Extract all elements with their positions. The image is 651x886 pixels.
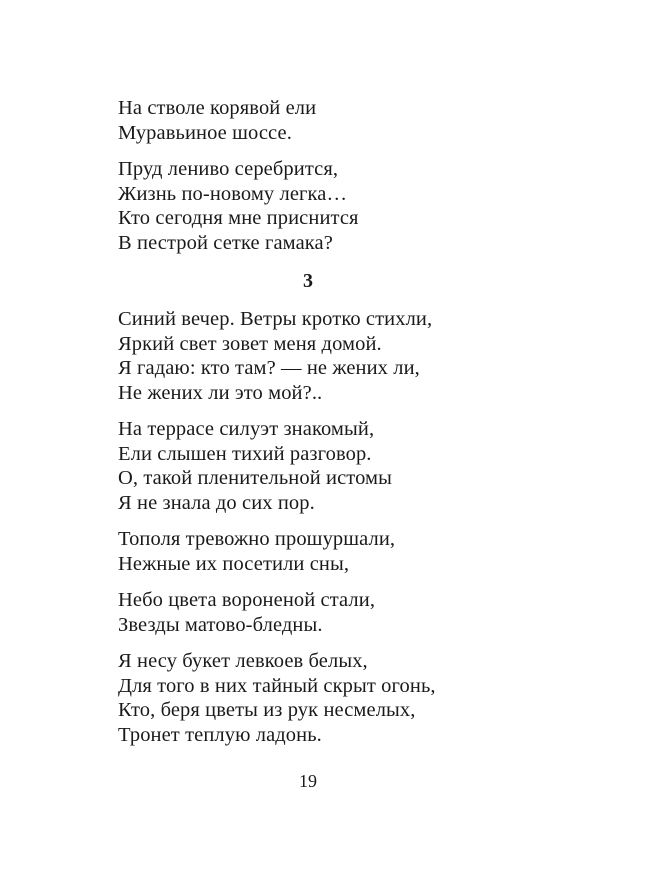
poem-line: Для того в них тайный скрыт огонь, (118, 674, 436, 697)
stanza (118, 157, 538, 255)
poem-line: В пестрой сетке гамака? (118, 231, 333, 254)
poem-line: Кто сегодня мне приснится (118, 207, 359, 229)
poem-line: Жизнь по-новому легка… (118, 182, 348, 205)
poem-line: Синий вечер. Ветры кротко стихли, (118, 308, 433, 330)
poem-line: Я гадаю: кто там? — не жених ли, (118, 357, 420, 379)
poem-line: Я несу букет левкоев белых, (118, 650, 368, 672)
poem-line: На стволе корявой ели (118, 97, 317, 119)
poem-line: Небо цвета вороненой стали, (118, 589, 376, 611)
poem-line: Не жених ли это мой?.. (118, 381, 323, 404)
stanza (118, 307, 538, 405)
poem-line: Нежные их посетили сны, (118, 552, 350, 575)
stanza (118, 527, 538, 576)
stanza (118, 588, 538, 637)
poem-line: О, такой пленительной истомы (118, 467, 392, 489)
poem-line: Я не знала до сих пор. (118, 491, 315, 514)
page-number: 19 (299, 771, 317, 791)
poem-line: Кто, беря цветы из рук несмелых, (118, 699, 416, 721)
section-number: 3 (303, 270, 313, 292)
stanza (118, 417, 538, 515)
poem-line: Яркий свет зовет меня домой. (118, 332, 382, 355)
poem-line: Звезды матово-бледны. (118, 613, 323, 636)
poem-line: Пруд лениво серебрится, (118, 158, 339, 180)
poem-line: Ели слышен тихий разговор. (118, 442, 372, 465)
stanza (118, 649, 538, 747)
poem-text (118, 96, 538, 759)
poem-line: На террасе силуэт знакомый, (118, 418, 375, 440)
poem-line: Тронет теплую ладонь. (118, 723, 322, 746)
poem-line: Тополя тревожно прошуршали, (118, 528, 396, 550)
poem-line: Муравьиное шоссе. (118, 121, 292, 144)
stanza (118, 96, 538, 145)
